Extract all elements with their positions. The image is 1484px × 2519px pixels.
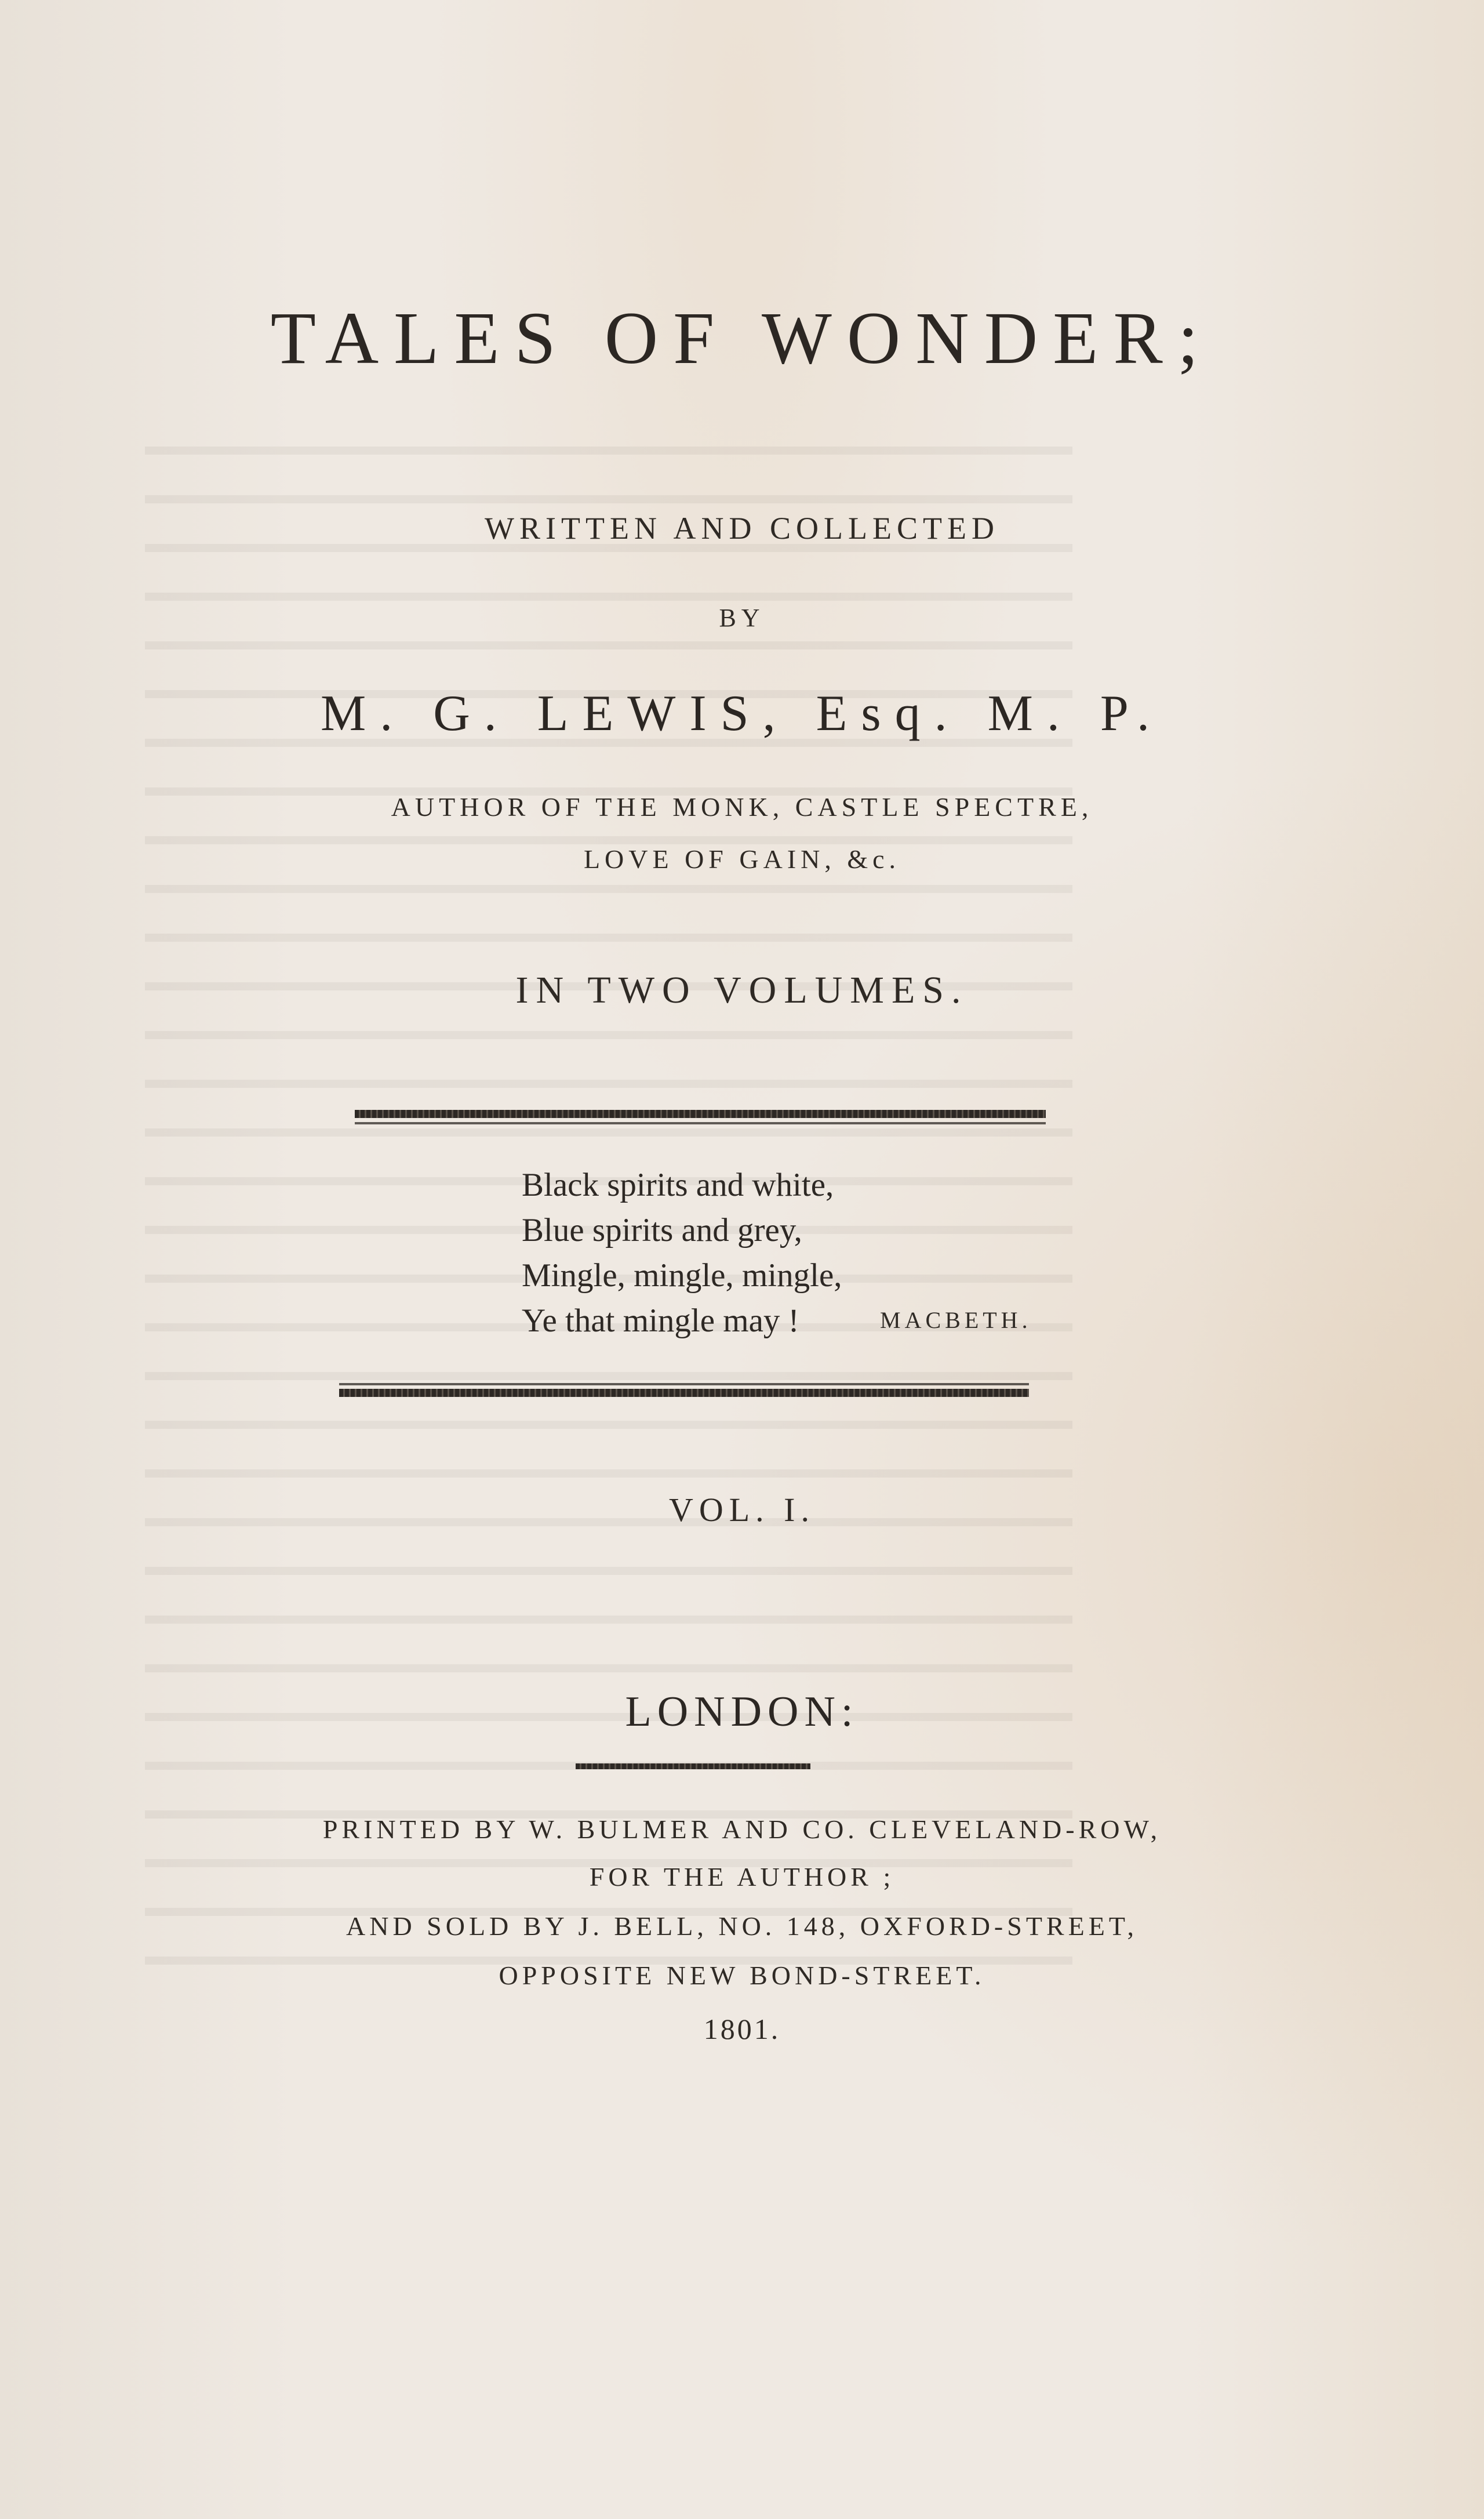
author-works-line-1: AUTHOR OF THE MONK, CASTLE SPECTRE, (391, 792, 1093, 822)
volumes-note: IN TWO VOLUMES. (515, 969, 969, 1011)
author-name: M. G. LEWIS, Esq. M. P. (320, 685, 1164, 742)
subtitle: WRITTEN AND COLLECTED (485, 511, 999, 546)
upper-rule-thick (355, 1110, 1046, 1118)
place-underline (576, 1763, 810, 1769)
upper-rule-thin (355, 1122, 1046, 1124)
epigraph-line-4: Ye that mingle may ! (522, 1302, 799, 1339)
imprint-place: LONDON: (625, 1688, 859, 1736)
by-line: BY (719, 604, 765, 632)
book-title: TALES OF WONDER; (270, 297, 1214, 379)
epigraph-line-1: Black spirits and white, (522, 1167, 834, 1203)
imprint-line-4: OPPOSITE NEW BOND-STREET. (499, 1961, 985, 1990)
epigraph-line-2: Blue spirits and grey, (522, 1212, 802, 1248)
epigraph-line-3: Mingle, mingle, mingle, (522, 1257, 842, 1294)
volume-number: VOL. I. (668, 1491, 815, 1529)
imprint-line-1: PRINTED BY W. BULMER AND CO. CLEVELAND-ROW, (322, 1814, 1162, 1844)
epigraph (522, 1163, 842, 1344)
lower-rule-thick (339, 1389, 1029, 1397)
imprint-line-2: FOR THE AUTHOR ; (589, 1862, 895, 1892)
imprint-line-3: AND SOLD BY J. BELL, NO. 148, OXFORD-STREET, (346, 1911, 1138, 1941)
publication-year: 1801. (703, 2013, 781, 2045)
epigraph-attribution: MACBETH. (880, 1307, 1032, 1333)
author-works-line-2: LOVE OF GAIN, &c. (583, 844, 901, 874)
lower-rule-thin (339, 1383, 1029, 1385)
